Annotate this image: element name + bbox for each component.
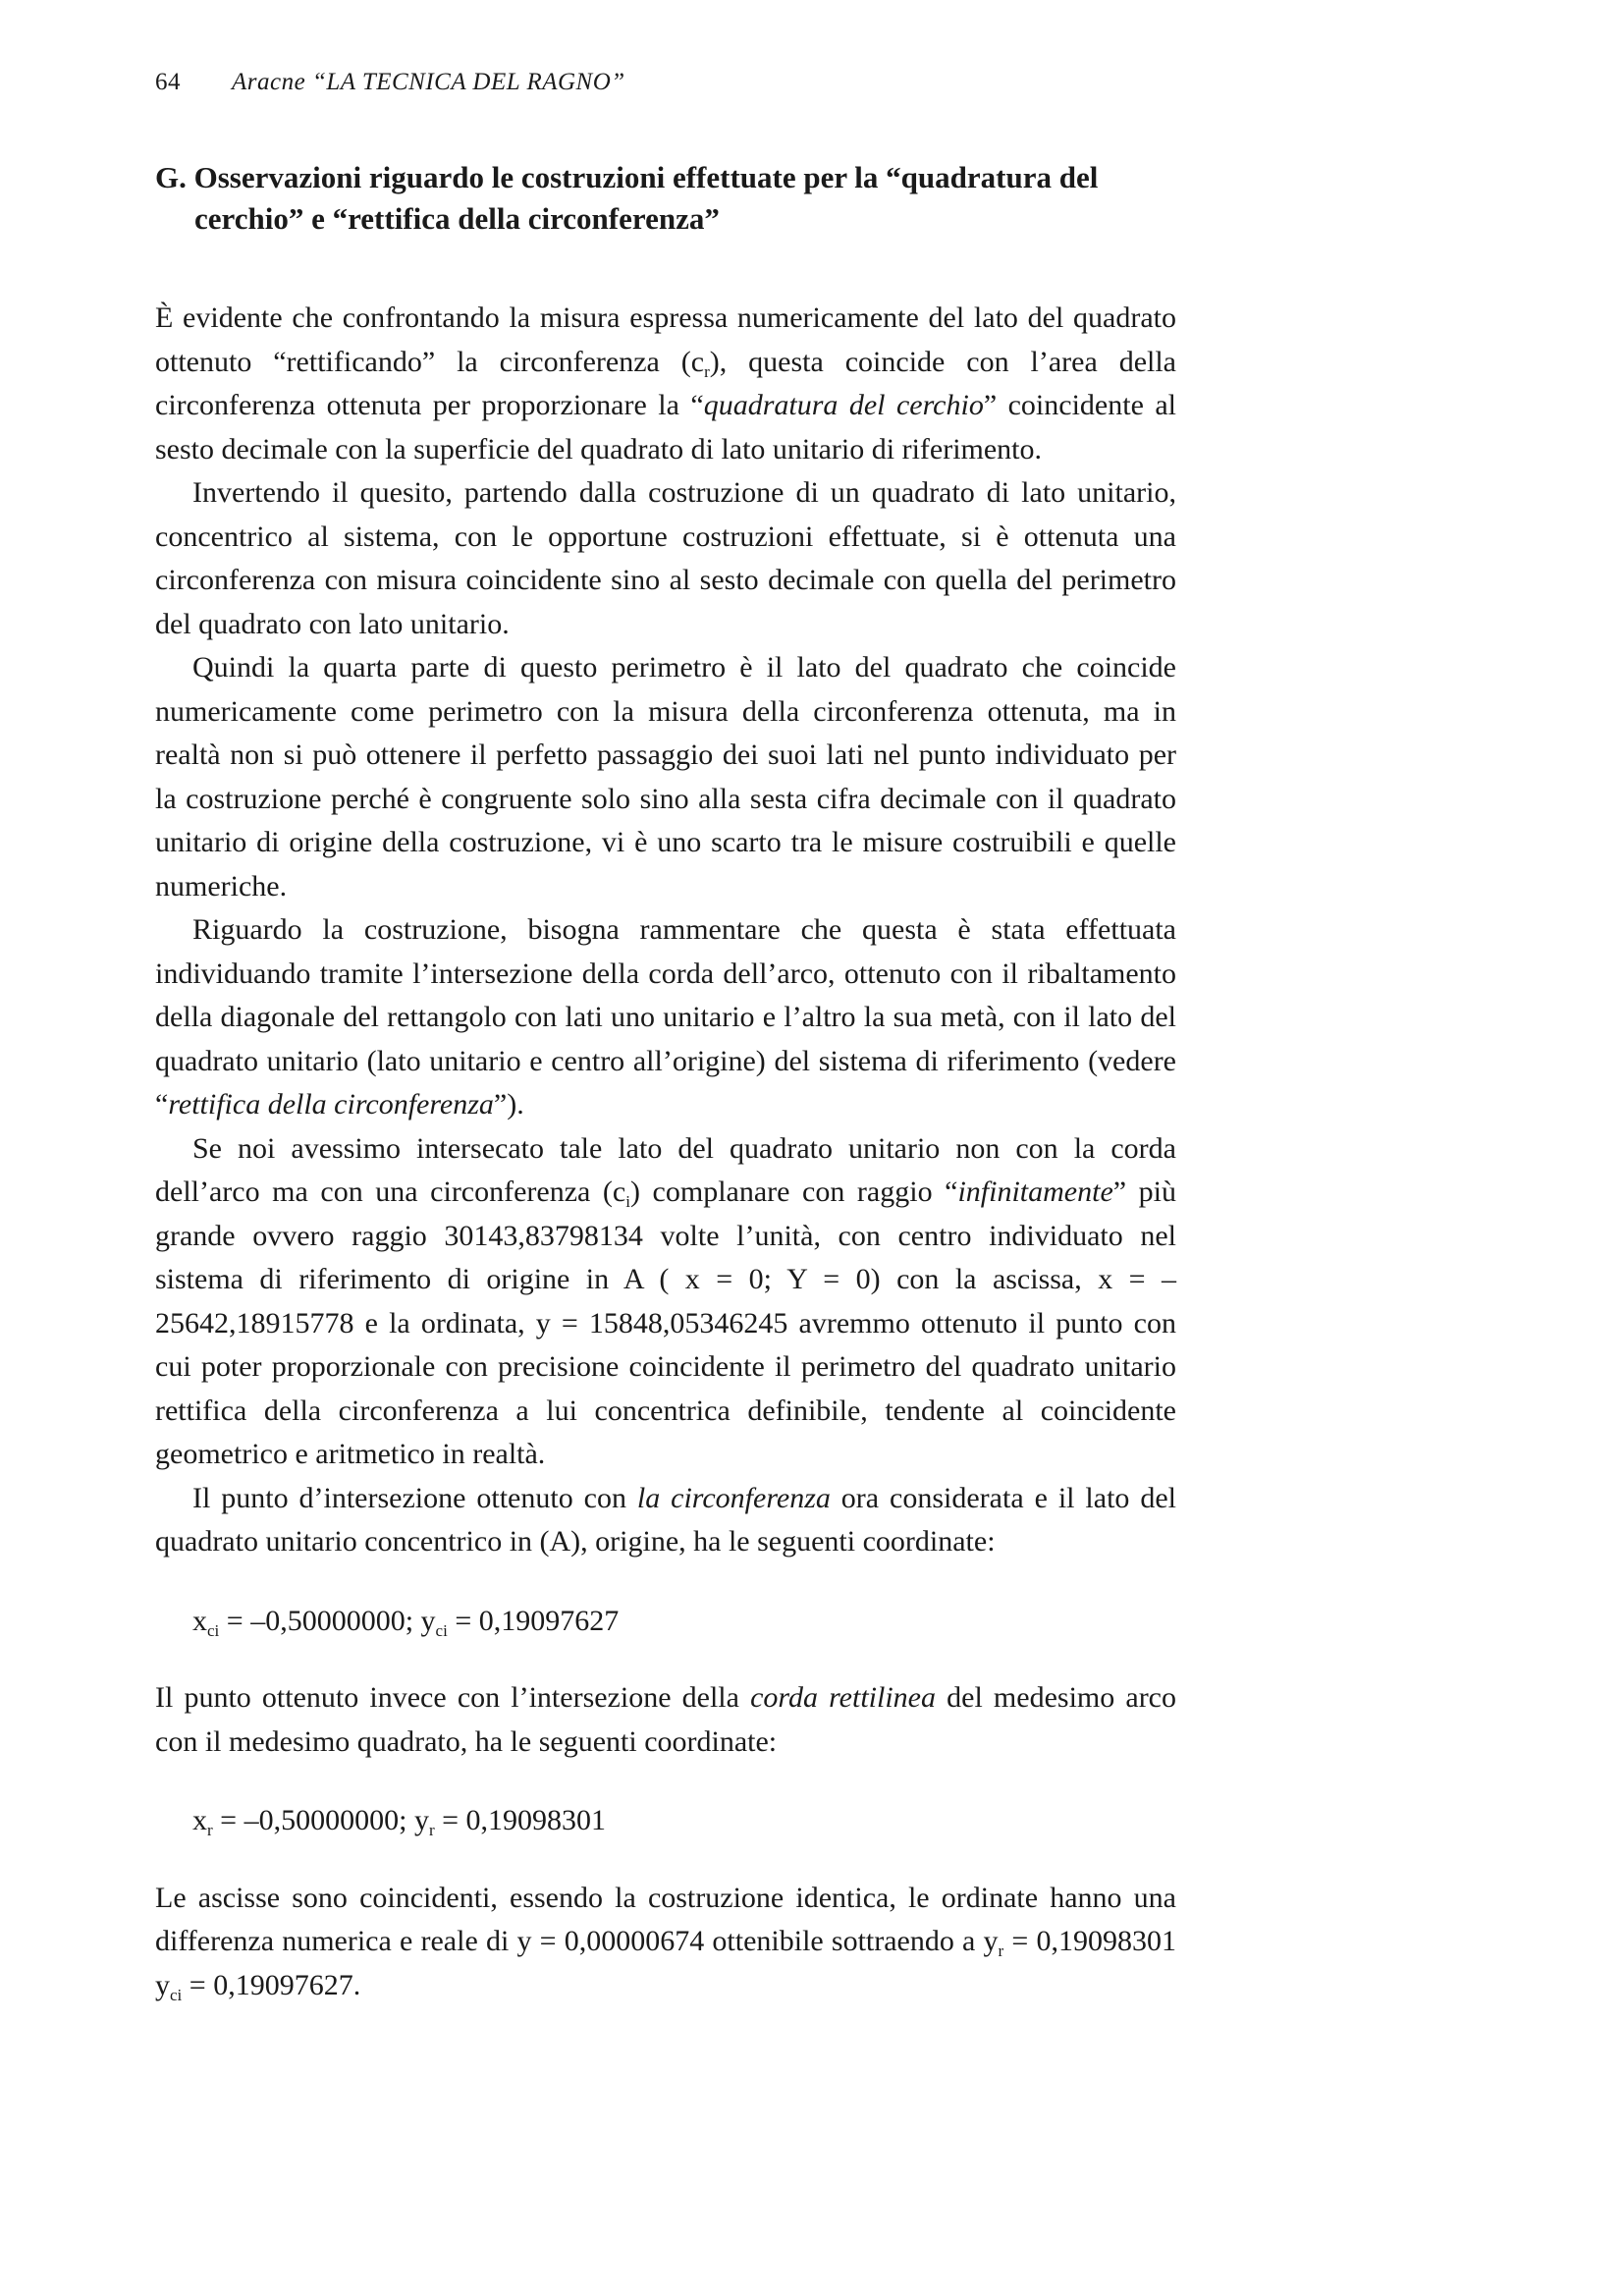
paragraph-6-text-b: ora considerata e il lato del quadrato unitario concentrico in (A), origine, ha le seguenti coordinate: [155,1481,1176,1558]
paragraph-3: Quindi la quarta parte di questo perimetro è il lato del quadrato che coincide numericamente come perimetro con la misura della circonferenza ottenuta, ma in realtà non si può ottenere il perfetto passaggio dei suoi lati nel punto individuato per la costruzione perché è congruente solo sino alla sesta cifra decimale con il quadrato unitario di origine della costruzione, vi è uno scarto tra le misure costruibili e quelle numeriche. [155,651,1176,902]
formula-variable: y [413,1804,429,1836]
italic-phrase: corda rettilinea [750,1681,936,1714]
paragraph-4-text-b: ”). [493,1088,524,1121]
subscript: r [428,1821,435,1839]
formula-chord-intersection [192,1799,1176,1843]
paragraph-5-text-c: ” più grande ovvero raggio 30143,83798134 volte l’unità, con centro individuato nel sistema di riferimento di origine in A ( x = 0; Y = 0) con la ascissa, x = –25642,18915778 e la ordinata, y = 15848,05346245 avremmo ottenuto il punto con cui poter proporzionale con precisione coincidente il perimetro del quadrato unitario rettifica della circonferenza a lui concentrica definibile, tendente al coincidente geometrico e aritmetico in realtà. [155,1175,1177,1470]
italic-phrase: la circonferenza [636,1481,831,1514]
section-heading: G. Osservazioni riguardo le costruzioni effettuate per la “quadratura del cerchio” e “rettifica della circonferenza” [155,160,1099,236]
italic-phrase: quadratura del cerchio [703,389,984,421]
paragraph-6-text-a: Il punto d’intersezione ottenuto con [192,1481,637,1514]
subscript: ci [207,1620,220,1640]
subscript: i [625,1192,630,1211]
paragraph-8-text-b: = 0,19098301 y [155,1925,1176,2001]
subscript: r [704,361,710,381]
body-text [155,297,1176,2007]
running-head [155,69,1176,108]
paragraph-8-text-c: = 0,19097627. [182,1968,361,2001]
paragraph-7-text-b: del medesimo arco con il medesimo quadrato, ha le seguenti coordinate: [155,1681,1176,1758]
paragraph-1 [155,297,1176,471]
paragraph-7-text-a: Il punto ottenuto invece con l’intersezione della [155,1681,751,1714]
paragraph-5 [155,1127,1176,1477]
paragraph-1-text-c: ” coincidente al sesto decimale con la superficie del quadrato di lato unitario di riferimento. [155,389,1176,465]
subscript: ci [170,1985,183,2004]
paragraph-8-text-a: Le ascisse sono coincidenti, essendo la costruzione identica, le ordinate hanno una differenza numerica e reale di y = 0,00000674 ottenibile sottraendo a y [155,1881,1176,1957]
running-title: Aracne “LA TECNICA DEL RAGNO” [232,69,625,95]
paragraph-8 [155,1877,1176,2008]
formula-variable: y [420,1604,436,1637]
paragraph-5-text-b: ) complanare con raggio “ [629,1175,958,1208]
subscript: ci [435,1620,448,1640]
paragraph-1-text-a: È evidente che confrontando la misura espressa numericamente del lato del quadrato ottenuto “rettificando” la circonferenza (c [155,301,1176,378]
subscript: r [207,1821,213,1839]
formula-value: = –0,50000000; [212,1804,414,1836]
formula-circle-intersection [192,1600,1176,1644]
paragraph-1-text-b: ), questa coincide con l’area della circonferenza ottenuta per proporzionare la “ [155,345,1177,421]
formula-variable: x [192,1804,207,1836]
paragraph-7 [155,1676,1176,1764]
paragraph-4 [155,908,1176,1127]
subscript: r [998,1941,1004,1960]
book-page [155,69,1176,2007]
paragraph-4-text-a: Riguardo la costruzione, bisogna rammentare che questa è stata effettuata individuando tramite l’intersezione della corda dell’arco, ottenuto con il ribaltamento della diagonale del rettangolo con lati uno unitario e l’altro la sua metà, con il lato del quadrato unitario (lato unitario e centro all’origine) del sistema di riferimento (vedere “ [155,913,1176,1121]
formula-value: = –0,50000000; [219,1604,421,1637]
page-number: 64 [155,69,181,95]
formula-value: = 0,19098301 [434,1804,607,1836]
paragraph-2: Invertendo il quesito, partendo dalla costruzione di un quadrato di lato unitario, concentrico al sistema, con le opportune costruzioni effettuate, si è ottenuta una circonferenza con misura coincidente sino al sesto decimale con quella del perimetro del quadrato con lato unitario. [155,476,1176,640]
formula-variable: x [192,1604,207,1637]
paragraph-5-text-a: Se noi avessimo intersecato tale lato del quadrato unitario non con la corda dell’arco ma con una circonferenza (c [155,1131,1176,1208]
paragraph-6 [155,1477,1176,1564]
italic-phrase: rettifica della circonferenza [168,1088,494,1121]
formula-value: = 0,19097627 [447,1604,620,1637]
italic-phrase: infinitamente [957,1175,1113,1208]
